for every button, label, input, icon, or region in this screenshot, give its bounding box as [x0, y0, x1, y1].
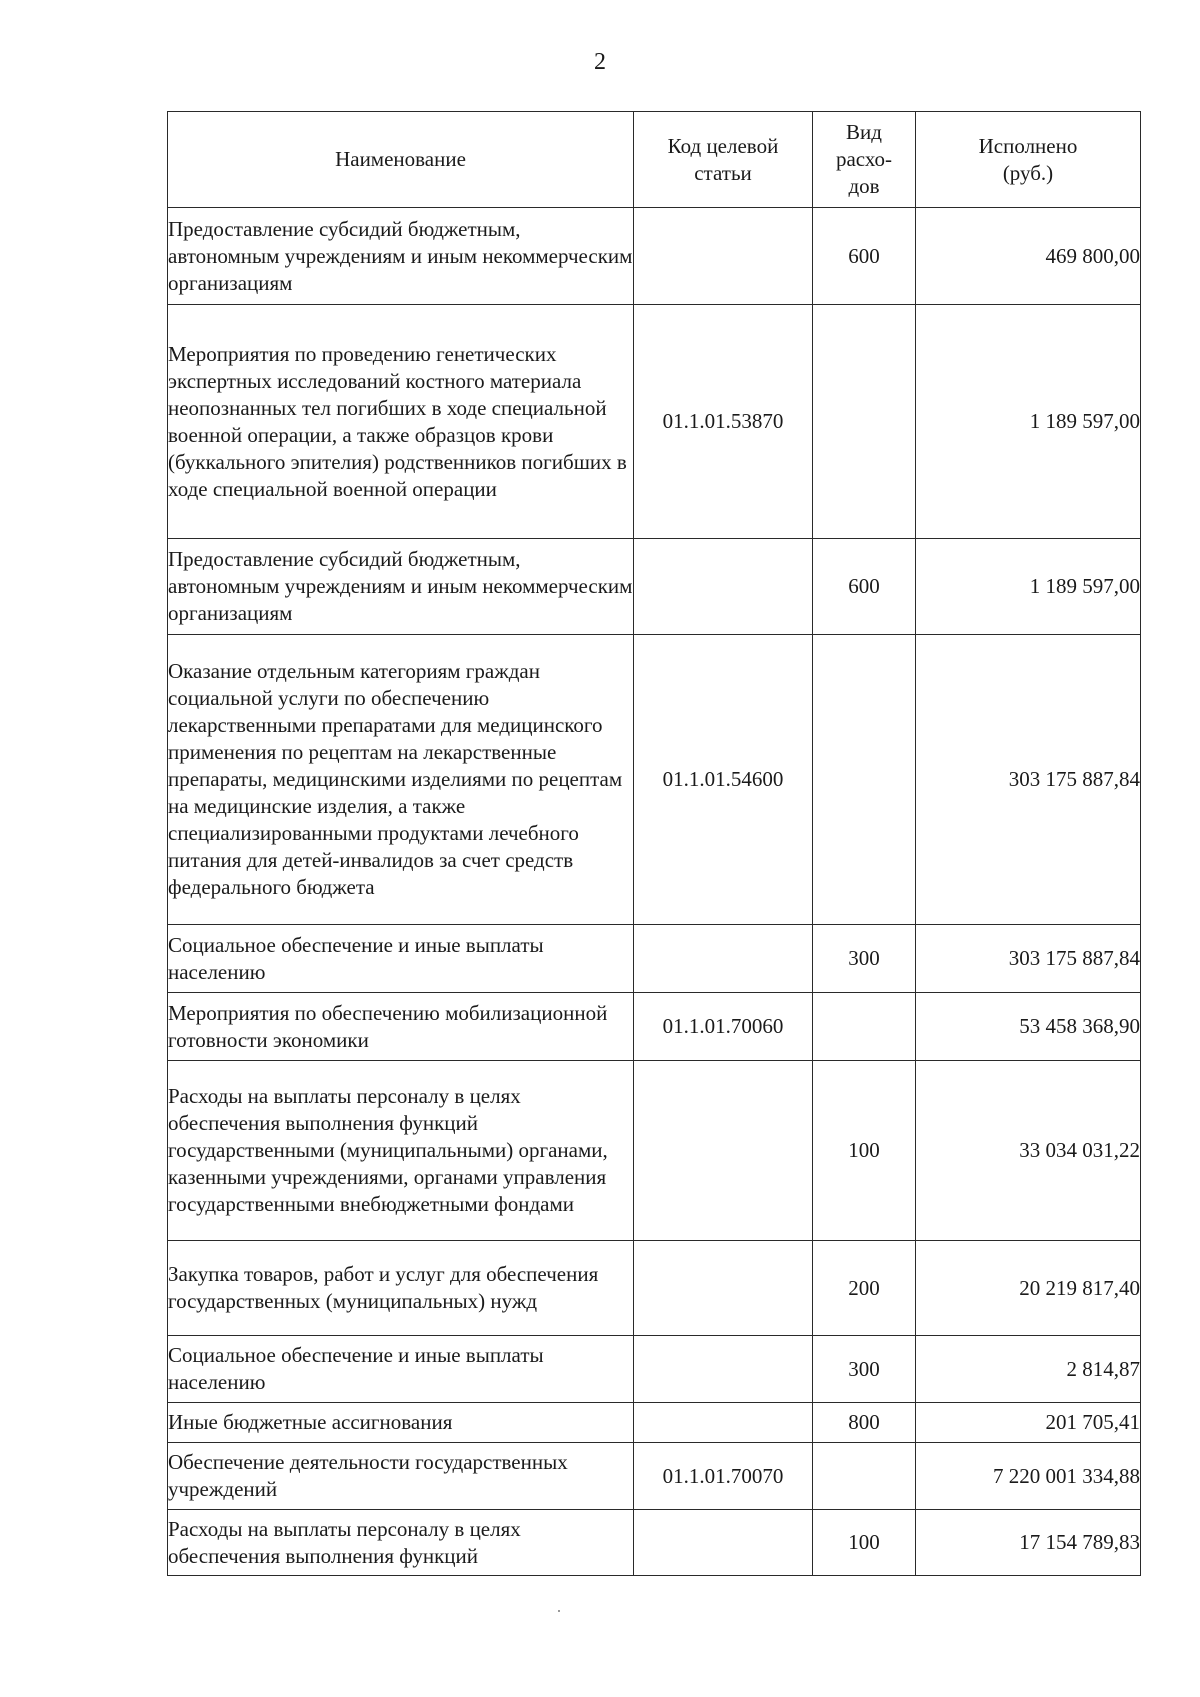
table-row [168, 208, 1141, 305]
row-sum: 2 814,87 [916, 1336, 1141, 1403]
row-type: 800 [813, 1403, 916, 1443]
row-name: Социальное обеспечение и иные выплаты населению [168, 1336, 634, 1403]
row-name: Закупка товаров, работ и услуг для обеспечения государственных (муниципальных) нужд [168, 1241, 634, 1336]
row-name: Оказание отдельным категориям граждан социальной услуги по обеспечению лекарственными препаратами для медицинского применения по рецептам на лекарственные препараты, медицинскими изделиями по рецептам на медицинские изделия, а также специализированными продуктами лечебного питания для детей-инвалидов за счет средств федерального бюджета [168, 635, 634, 925]
row-name: Мероприятия по проведению генетических экспертных исследований костного материала неопознанных тел погибших в ходе специальной военной операции, а также образцов крови (буккального эпителия) родственников погибших в ходе специальной военной операции [168, 305, 634, 539]
row-code [634, 539, 813, 635]
row-code [634, 208, 813, 305]
row-sum: 303 175 887,84 [916, 635, 1141, 925]
header-code: Код целевой статьи [634, 112, 813, 208]
row-type [813, 1443, 916, 1510]
table-row [168, 1061, 1141, 1241]
row-sum: 1 189 597,00 [916, 539, 1141, 635]
table-row [168, 1443, 1141, 1510]
table-row [168, 993, 1141, 1061]
row-code [634, 1336, 813, 1403]
row-type: 600 [813, 208, 916, 305]
table-row [168, 635, 1141, 925]
row-sum: 17 154 789,83 [916, 1510, 1141, 1576]
table-header-row [168, 112, 1141, 208]
row-sum: 303 175 887,84 [916, 925, 1141, 993]
row-name: Иные бюджетные ассигнования [168, 1403, 634, 1443]
row-type: 200 [813, 1241, 916, 1336]
row-sum: 201 705,41 [916, 1403, 1141, 1443]
row-code [634, 1510, 813, 1576]
row-code: 01.1.01.53870 [634, 305, 813, 539]
row-name: Расходы на выплаты персоналу в целях обеспечения выполнения функций государственными (муниципальными) органами, казенными учреждениями, органами управления государственными внебюджетными фондами [168, 1061, 634, 1241]
row-sum: 7 220 001 334,88 [916, 1443, 1141, 1510]
row-name: Мероприятия по обеспечению мобилизационной готовности экономики [168, 993, 634, 1061]
row-code [634, 1241, 813, 1336]
row-type [813, 993, 916, 1061]
row-code: 01.1.01.70070 [634, 1443, 813, 1510]
page-number: 2 [594, 49, 606, 75]
table-row [168, 925, 1141, 993]
header-sum: Исполнено (руб.) [916, 112, 1141, 208]
row-sum: 1 189 597,00 [916, 305, 1141, 539]
header-name: Наименование [168, 112, 634, 208]
table-row [168, 539, 1141, 635]
header-type: Вид расхо- дов [813, 112, 916, 208]
row-sum: 469 800,00 [916, 208, 1141, 305]
row-name: Обеспечение деятельности государственных учреждений [168, 1443, 634, 1510]
table-row [168, 305, 1141, 539]
row-code [634, 925, 813, 993]
table-row [168, 1336, 1141, 1403]
row-sum: 20 219 817,40 [916, 1241, 1141, 1336]
row-code [634, 1061, 813, 1241]
row-name: Социальное обеспечение и иные выплаты населению [168, 925, 634, 993]
row-type [813, 305, 916, 539]
row-type: 300 [813, 1336, 916, 1403]
scan-speck [558, 1610, 560, 1612]
row-type: 300 [813, 925, 916, 993]
table-row [168, 1510, 1141, 1576]
row-type: 100 [813, 1510, 916, 1576]
row-type: 100 [813, 1061, 916, 1241]
row-name: Расходы на выплаты персоналу в целях обеспечения выполнения функций [168, 1510, 634, 1576]
row-sum: 53 458 368,90 [916, 993, 1141, 1061]
row-name: Предоставление субсидий бюджетным, автономным учреждениям и иным некоммерческим организациям [168, 208, 634, 305]
row-name: Предоставление субсидий бюджетным, автономным учреждениям и иным некоммерческим организациям [168, 539, 634, 635]
row-type [813, 635, 916, 925]
row-code [634, 1403, 813, 1443]
budget-execution-table [167, 111, 1141, 1576]
table-row [168, 1403, 1141, 1443]
row-sum: 33 034 031,22 [916, 1061, 1141, 1241]
row-code: 01.1.01.70060 [634, 993, 813, 1061]
row-code: 01.1.01.54600 [634, 635, 813, 925]
row-type: 600 [813, 539, 916, 635]
table-row [168, 1241, 1141, 1336]
